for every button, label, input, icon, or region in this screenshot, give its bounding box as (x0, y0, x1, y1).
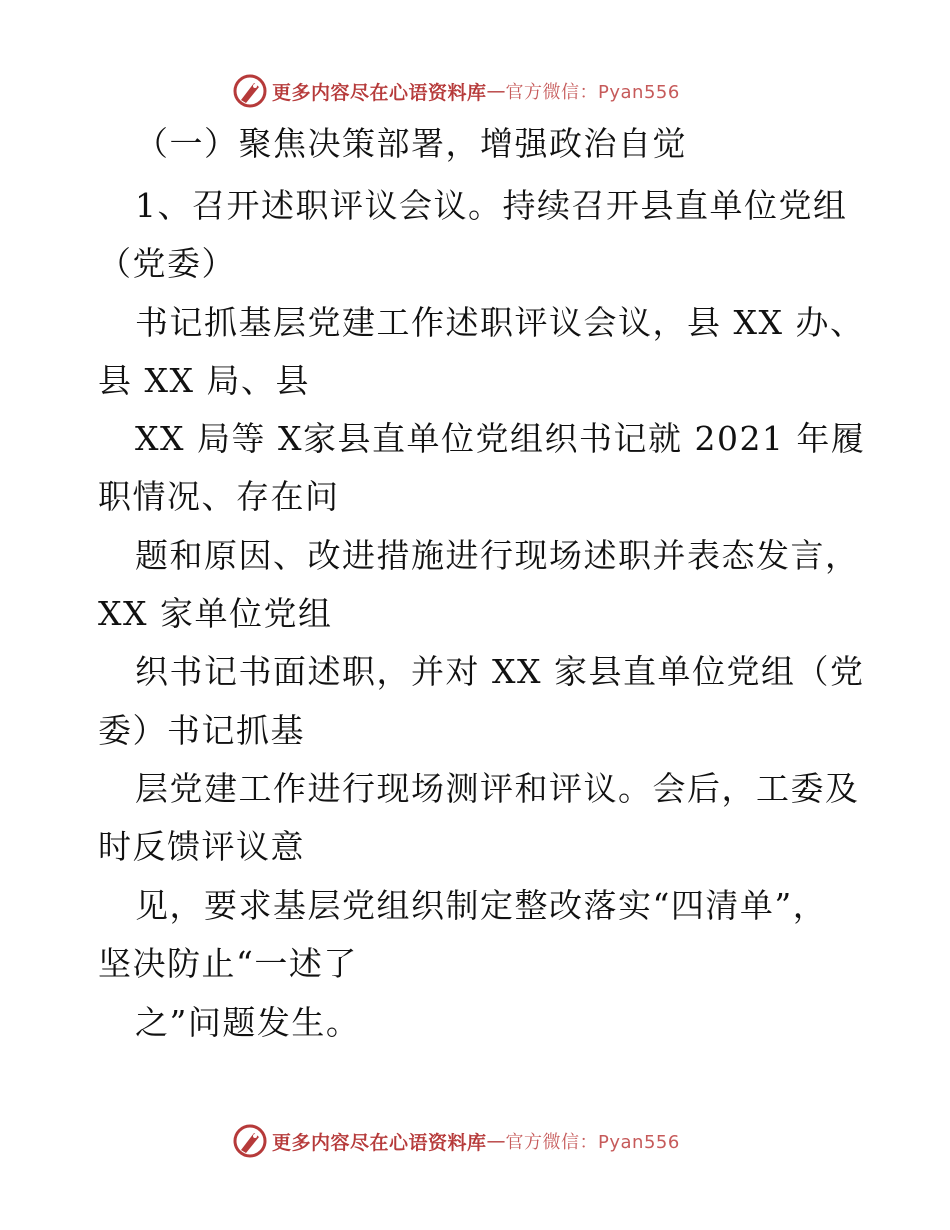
paragraph-line: 时反馈评议意 (98, 827, 305, 866)
paragraph-line: 县 XX 局、县 (98, 361, 310, 400)
pen-nib-circle-icon (232, 73, 268, 109)
paragraph-line: 织书记书面述职，并对 XX 家县直单位党组（党 (135, 652, 865, 691)
paragraph-line: 见，要求基层党组织制定整改落实“四清单”， (135, 886, 828, 925)
paragraph-line: 题和原因、改进措施进行现场述职并表态发言， (135, 536, 860, 575)
header-banner (232, 71, 680, 111)
paragraph-line: （党委） (98, 244, 236, 283)
paragraph-line: 之”问题发生。 (135, 1003, 361, 1042)
paragraph-line: 层党建工作进行现场测评和评议。会后，工委及 (135, 769, 860, 808)
pen-nib-circle-icon (232, 1123, 268, 1159)
banner-main-text: 更多内容尽在心语资料库 (272, 1131, 487, 1154)
banner-main-text: 更多内容尽在心语资料库 (272, 81, 487, 104)
banner-secondary-text: 官方微信：Pyan556 (505, 1132, 680, 1153)
section-heading: （一）聚焦决策部署，增强政治自觉 (135, 124, 687, 163)
banner-secondary-text: 官方微信：Pyan556 (505, 82, 680, 103)
paragraph-line: 书记抓基层党建工作述职评议会议，县 XX 办、 (135, 303, 865, 342)
paragraph-line: 职情况、存在问 (98, 477, 340, 516)
banner-separator: — (486, 1130, 506, 1152)
paragraph-line: 坚决防止“一述了 (98, 944, 358, 983)
paragraph-line: XX 家单位党组 (98, 594, 333, 633)
paragraph-line: XX 局等 X家县直单位党组织书记就 2021 年履 (135, 419, 866, 458)
footer-banner (232, 1121, 680, 1161)
banner-separator: — (486, 80, 506, 102)
paragraph-line: 委）书记抓基 (98, 711, 305, 750)
paragraph-line: 1、召开述职评议会议。持续召开县直单位党组 (135, 186, 848, 225)
